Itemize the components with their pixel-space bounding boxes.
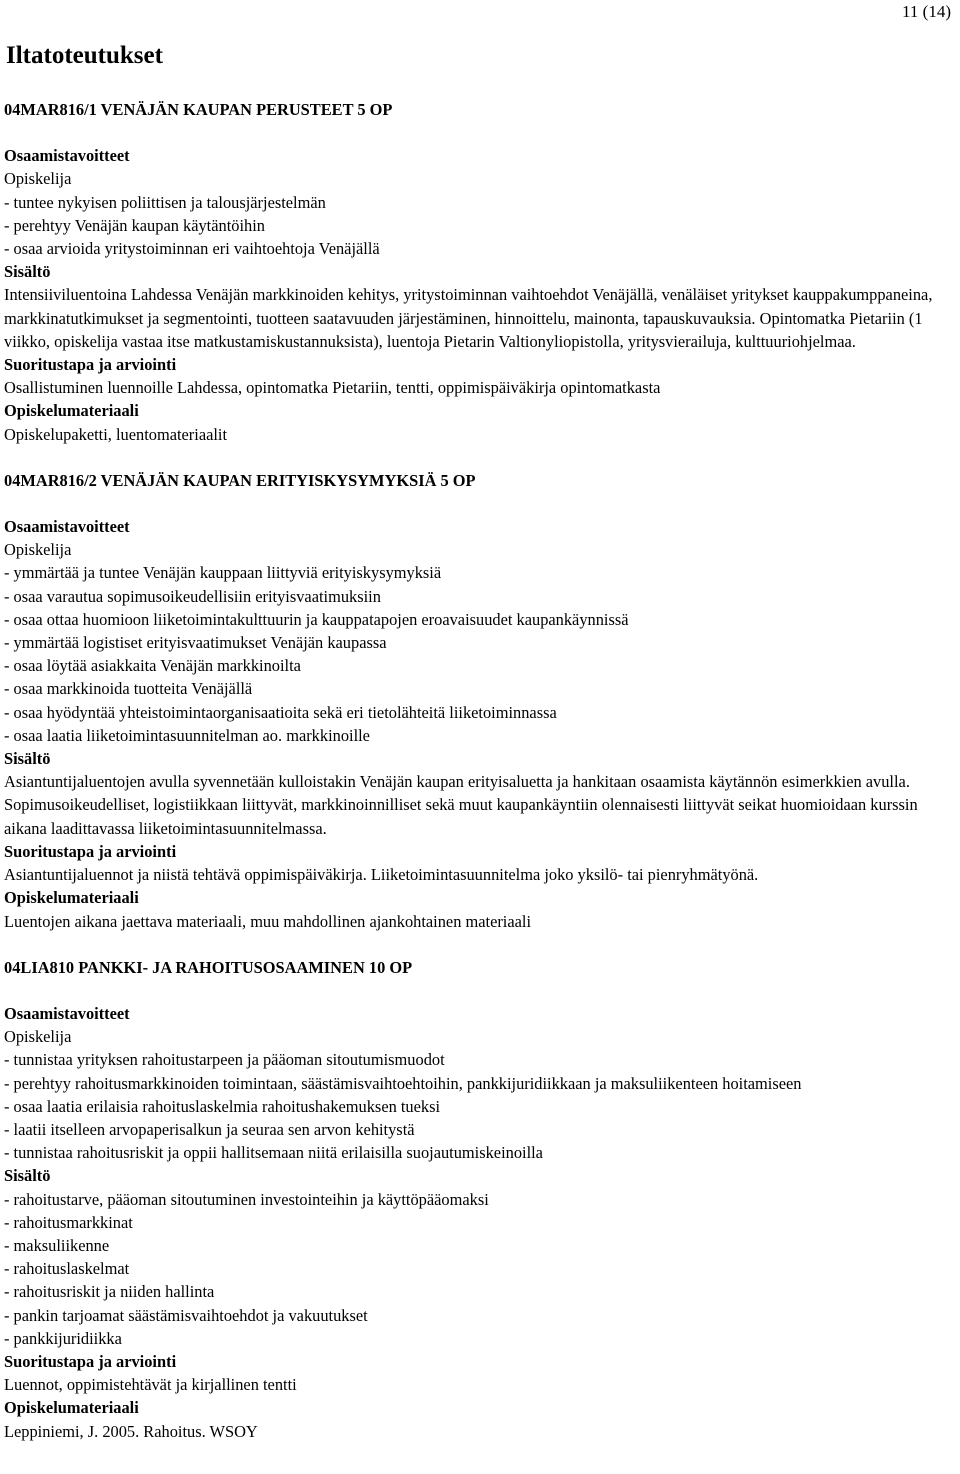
- materials-heading: Opiskelumateriaali: [4, 1398, 139, 1418]
- materials-text: Luentojen aikana jaettava materiaali, muu mahdollinen ajankohtainen materiaali: [4, 911, 532, 931]
- goal-item: - osaa laatia erilaisia rahoituslaskelmia rahoitushakemuksen tueksi: [4, 1096, 441, 1116]
- course-venajan-kaupan-erityiskysymyksia: [4, 469, 956, 933]
- content-item: - rahoituslaskelmat: [4, 1259, 130, 1279]
- page-title: Iltatoteutukset: [6, 42, 163, 69]
- content-item: - rahoitusmarkkinat: [4, 1212, 133, 1232]
- materials-heading: Opiskelumateriaali: [4, 888, 139, 908]
- goals-heading: Osaamistavoitteet: [4, 517, 130, 537]
- assessment-heading: Suoritustapa ja arviointi: [4, 841, 177, 861]
- goal-item: - laatii itselleen arvopaperisalkun ja seuraa sen arvon kehitystä: [4, 1119, 415, 1139]
- assessment-heading: Suoritustapa ja arviointi: [4, 355, 177, 375]
- goal-item: - osaa löytää asiakkaita Venäjän markkinoilta: [4, 656, 301, 676]
- student-label: Opiskelija: [4, 169, 72, 189]
- course-venajan-kaupan-perusteet: [4, 98, 956, 446]
- student-label: Opiskelija: [4, 540, 72, 560]
- goal-item: - ymmärtää ja tuntee Venäjän kauppaan liittyviä erityiskysymyksiä: [4, 563, 442, 583]
- content-heading: Sisältö: [4, 262, 51, 282]
- goal-item: - tuntee nykyisen poliittisen ja talousjärjestelmän: [4, 192, 326, 212]
- goals-heading: Osaamistavoitteet: [4, 146, 130, 166]
- goal-item: - ymmärtää logistiset erityisvaatimukset Venäjän kaupassa: [4, 633, 387, 653]
- goals-heading: Osaamistavoitteet: [4, 1003, 130, 1023]
- course-code-heading: 04MAR816/1 VENÄJÄN KAUPAN PERUSTEET 5 OP: [4, 100, 393, 119]
- goal-item: - perehtyy Venäjän kaupan käytäntöihin: [4, 215, 265, 235]
- goal-item: - osaa varautua sopimusoikeudellisiin erityisvaatimuksiin: [4, 586, 381, 606]
- goal-item: - osaa arvioida yritystoiminnan eri vaihtoehtoja Venäjällä: [4, 239, 380, 259]
- goal-item: - perehtyy rahoitusmarkkinoiden toimintaan, säästämisvaihtoehtoihin, pankkijuridiikkaan ja maksuliikenteen hoitamiseen: [4, 1073, 802, 1093]
- student-label: Opiskelija: [4, 1027, 72, 1047]
- content-item: - pankkijuridiikka: [4, 1328, 122, 1348]
- assessment-text: Osallistuminen luennoille Lahdessa, opintomatka Pietariin, tentti, oppimispäiväkirja opintomatkasta: [4, 378, 661, 398]
- content-item: - rahoitustarve, pääoman sitoutuminen investointeihin ja käyttöpääomaksi: [4, 1189, 489, 1209]
- content-heading: Sisältö: [4, 1166, 51, 1186]
- course-code-heading: 04MAR816/2 VENÄJÄN KAUPAN ERITYISKYSYMYKSIÄ 5 OP: [4, 470, 476, 490]
- goal-item: - osaa laatia liiketoimintasuunnitelman ao. markkinoille: [4, 725, 370, 745]
- goal-item: - osaa ottaa huomioon liiketoimintakulttuurin ja kauppatapojen eroavaisuudet kaupankäynnissä: [4, 609, 629, 629]
- content-text: Intensiiviluentoina Lahdessa Venäjän markkinoiden kehitys, yritystoiminnan vaihtoehdot Venäjällä, venäläiset yritykset kauppakumppaneina, markkinatutkimukset ja segmentointi, tuotteen saatavuuden järjestäminen, hinnoittelu, mainonta, tapauskuvauksia. Opintomatka Pietariin (1 viikko, opiskelija vastaa itse matkustamiskustannuksista), luentoja Pietarin Valtionyliopistolla, yritysvierailuja, kulttuuriohjelmaa.: [4, 285, 933, 351]
- goal-item: - tunnistaa rahoitusriskit ja oppii hallitsemaan niitä erilaisilla suojautumiskeinoilla: [4, 1143, 543, 1163]
- course-list: [4, 98, 956, 1443]
- content-text: Asiantuntijaluentojen avulla syvennetään kulloistakin Venäjän kaupan erityisaluetta ja hankitaan osaamista käytännön esimerkkien avulla. Sopimusoikeudelliset, logistiikkaan liittyvät, markkinoinnilliset sekä muut kaupankäyntiin olennaisesti liittyvät seikat huomioidaan kurssin aikana laadittavassa liiketoimintasuunnitelmassa.: [4, 772, 918, 838]
- course-code-heading: 04LIA810 PANKKI- JA RAHOITUSOSAAMINEN 10 OP: [4, 957, 413, 977]
- course-pankki-ja-rahoitusosaaminen: [4, 956, 956, 1443]
- content-heading: Sisältö: [4, 749, 51, 769]
- content-item: - rahoitusriskit ja niiden hallinta: [4, 1282, 215, 1302]
- content-item: - pankin tarjoamat säästämisvaihtoehdot ja vakuutukset: [4, 1305, 368, 1325]
- assessment-text: Asiantuntijaluennot ja niistä tehtävä oppimispäiväkirja. Liiketoimintasuunnitelma joko yksilö- tai pienryhmätyönä.: [4, 865, 759, 885]
- assessment-heading: Suoritustapa ja arviointi: [4, 1351, 177, 1371]
- goal-item: - tunnistaa yrityksen rahoitustarpeen ja pääoman sitoutumismuodot: [4, 1050, 445, 1070]
- content-item: - maksuliikenne: [4, 1235, 110, 1255]
- assessment-text: Luennot, oppimistehtävät ja kirjallinen tentti: [4, 1375, 297, 1395]
- goal-item: - osaa markkinoida tuotteita Venäjällä: [4, 679, 253, 699]
- materials-text: Leppiniemi, J. 2005. Rahoitus. WSOY: [4, 1421, 258, 1441]
- materials-heading: Opiskelumateriaali: [4, 401, 139, 421]
- materials-text: Opiskelupaketti, luentomateriaalit: [4, 424, 228, 444]
- goal-item: - osaa hyödyntää yhteistoimintaorganisaatioita sekä eri tietolähteitä liiketoiminnassa: [4, 702, 557, 722]
- page-number: 11 (14): [902, 2, 951, 21]
